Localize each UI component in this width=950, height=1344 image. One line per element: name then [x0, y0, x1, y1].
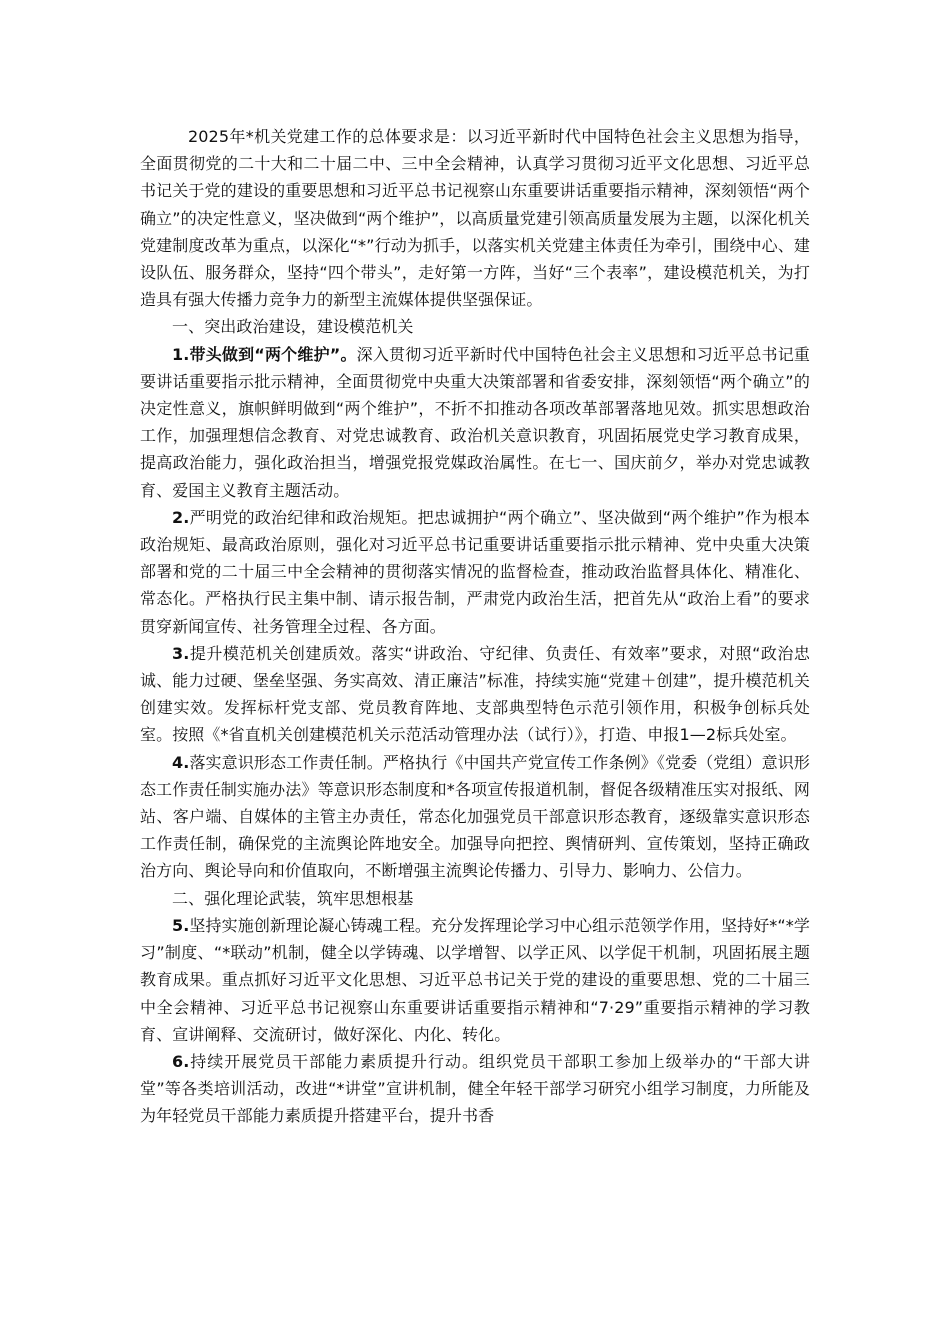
item-body-5: 坚持实施创新理论凝心铸魂工程。充分发挥理论学习中心组示范领学作用，坚持好*“*学习”制度、“*联动”机制，健全以学铸魂、以学增智、以学正风、以学促干机制，巩固拓展主题教育成果。重点抓好习近平文化思想、习近平总书记关于党的建设的重要思想、党的二十届三中全会精神、习近平总书记视察山东重要讲话重要指示精神和“7·29”重要指示精神的学习教育、宣讲阐释、交流研讨，做好深化、内化、转化。 — [140, 915, 810, 1044]
item-number-2: 2. — [172, 507, 190, 527]
item-number-5: 5. — [172, 915, 190, 935]
item-paragraph-6 — [140, 1048, 810, 1130]
item-number-6: 6. — [172, 1051, 190, 1071]
item-body-1: 深入贯彻习近平新时代中国特色社会主义思想和习近平总书记重要讲话重要指示批示精神，全面贯彻党中央重大决策部署和省委安排，深刻领悟“两个确立”的决定性意义，旗帜鲜明做到“两个维护”，不折不扣推动各项改革部署落地见效。抓实思想政治工作，加强理想信念教育、对党忠诚教育、政治机关意识教育，巩固拓展党史学习教育成果，提高政治能力，强化政治担当，增强党报党媒政治属性。在七一、国庆前夕，举办对党忠诚教育、爱国主义教育主题活动。 — [140, 344, 810, 500]
section-heading-1: 一、突出政治建设，建设模范机关 — [172, 317, 414, 337]
item-number-3: 3. — [172, 643, 190, 663]
item-body-6: 持续开展党员干部能力素质提升行动。组织党员干部职工参加上级举办的“干部大讲堂”等各类培训活动，改进“*讲堂”宣讲机制，健全年轻干部学习研究小组学习制度，力所能及为年轻党员干部能力素质提升搭建平台，提升书香 — [140, 1051, 810, 1126]
section-heading-2: 二、强化理论武装，筑牢思想根基 — [172, 888, 414, 908]
item-body-4: 落实意识形态工作责任制。严格执行《中国共产党宣传工作条例》《党委（党组）意识形态工作责任制实施办法》等意识形态制度和*各项宣传报道机制，督促各级精准压实对报纸、网站、客户端、自媒体的主管主办责任，常态化加强党员干部意识形态教育，逐级靠实意识形态工作责任制，确保党的主流舆论阵地安全。加强导向把控、舆情研判、宣传策划，坚持正确政治方向、舆论导向和价值取向，不断增强主流舆论传播力、引导力、影响力、公信力。 — [140, 752, 810, 881]
intro-paragraph: 2025年*机关党建工作的总体要求是：以习近平新时代中国特色社会主义思想为指导，全面贯彻党的二十大和二十届二中、三中全会精神，认真学习贯彻习近平文化思想、习近平总书记关于党的建设的重要思想和习近平总书记视察山东重要讲话重要指示精神，深刻领悟“两个确立”的决定性意义，坚决做到“两个维护”，以高质量党建引领高质量发展为主题，以深化机关党建制度改革为重点，以深化“*”行动为抓手，以落实机关党建主体责任为牵引，围绕中心、建设队伍、服务群众，坚持“四个带头”，走好第一方阵，当好“三个表率”，建设模范机关，为打造具有强大传播力竞争力的新型主流媒体提供坚强保证。 — [140, 127, 810, 310]
item-number-4: 4. — [172, 752, 190, 772]
item-body-2: 严明党的政治纪律和政治规矩。把忠诚拥护“两个确立”、坚决做到“两个维护”作为根本政治规矩、最高政治原则，强化对习近平总书记重要讲话重要指示批示精神、党中央重大决策部署和党的二十届三中全会精神的贯彻落实情况的监督检查，推动政治监督具体化、精准化、常态化。严格执行民主集中制、请示报告制，严肃党内政治生活，把首先从“政治上看”的要求贯穿新闻宣传、社务管理全过程、各方面。 — [140, 507, 810, 636]
item-title-1: 1.带头做到“两个维护”。 — [172, 344, 357, 364]
item-paragraph-1 — [140, 341, 810, 504]
item-paragraph-4 — [140, 749, 810, 885]
item-paragraph-3 — [140, 640, 810, 749]
item-body-3: 提升模范机关创建质效。落实“讲政治、守纪律、负责任、有效率”要求，对照“政治忠诚、能力过硬、堡垒坚强、务实高效、清正廉洁”标准，持续实施“党建＋创建”，提升模范机关创建实效。发挥标杆党支部、党员教育阵地、支部典型特色示范引领作用，积极争创标兵处室。按照《*省直机关创建模范机关示范活动管理办法（试行）》，打造、申报1—2标兵处室。 — [140, 643, 810, 745]
item-paragraph-2 — [140, 504, 810, 640]
document-body — [140, 123, 810, 1130]
item-paragraph-5 — [140, 912, 810, 1048]
